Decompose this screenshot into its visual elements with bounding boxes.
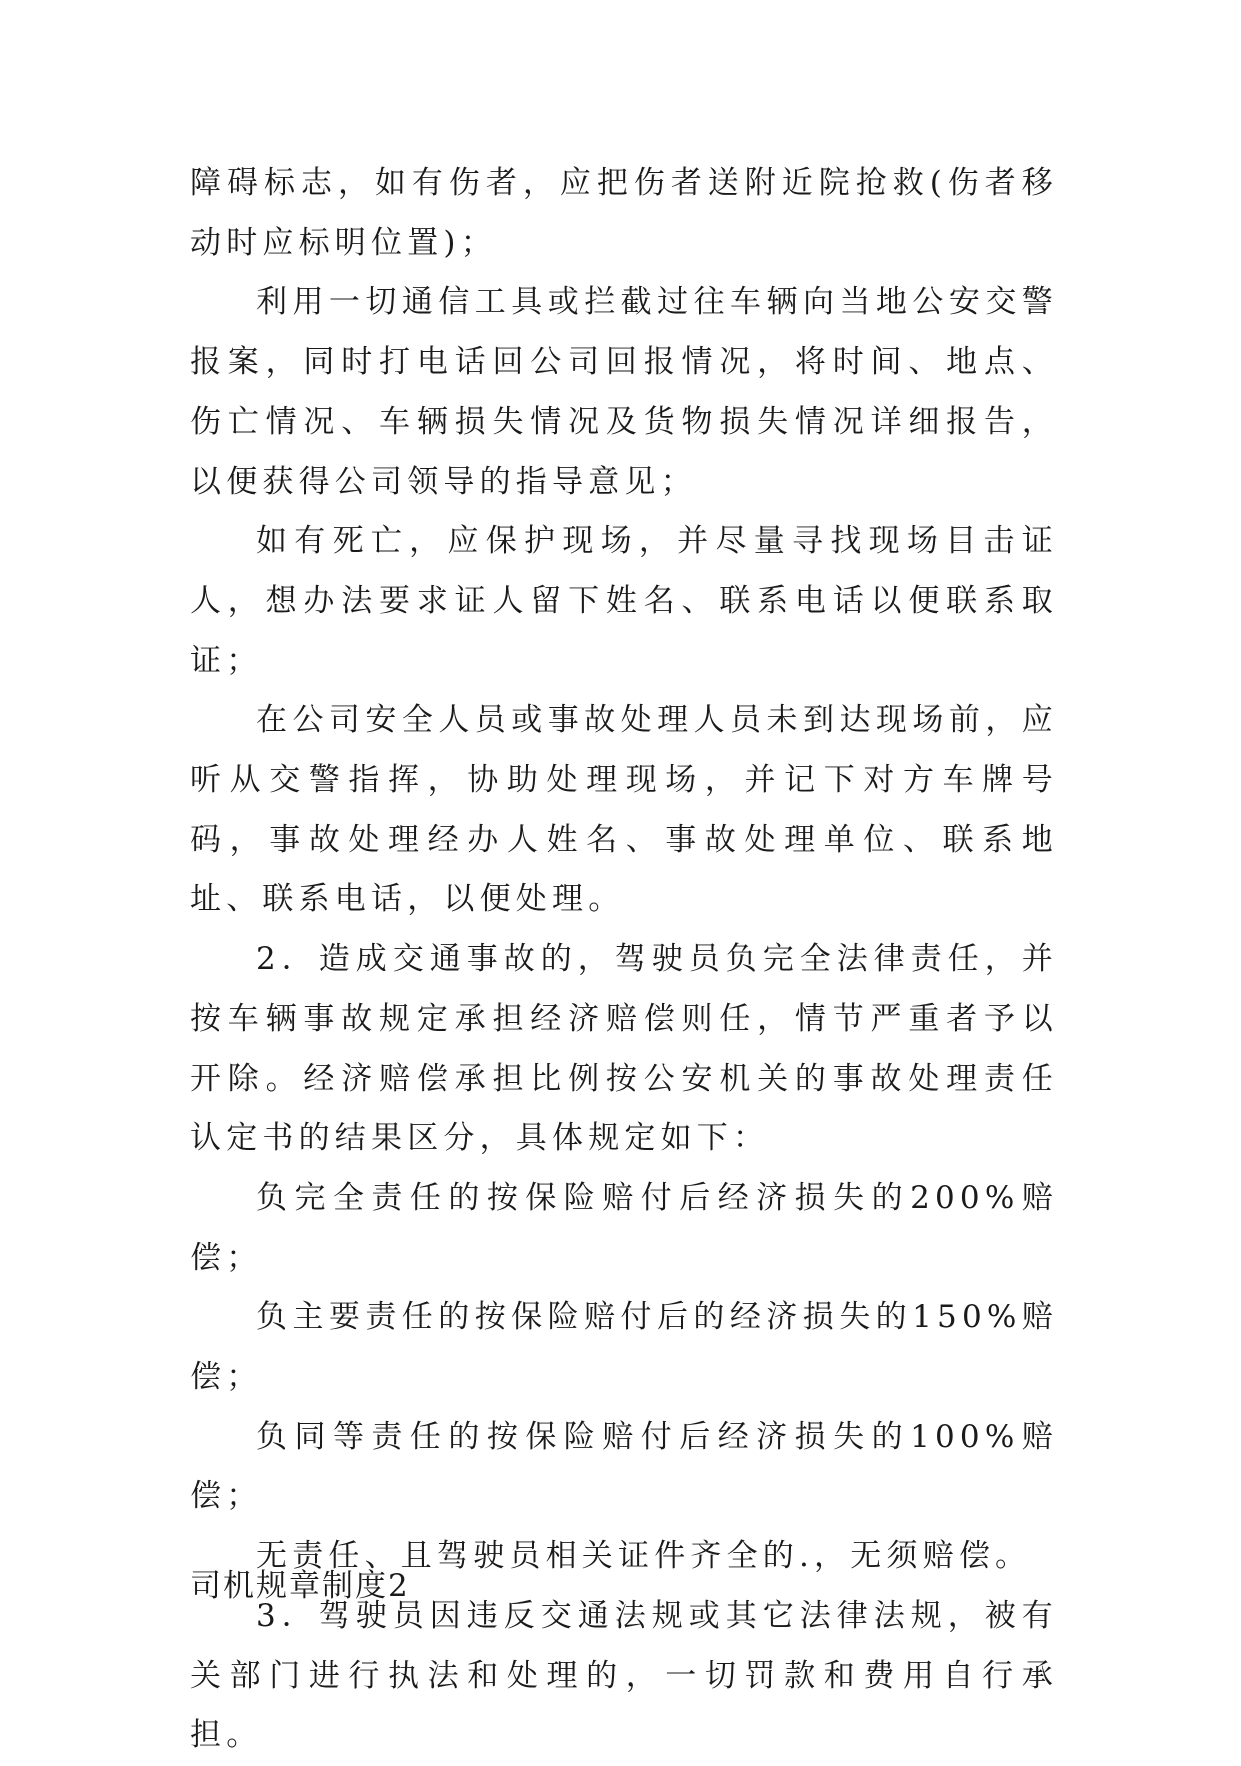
paragraph-equal-responsibility: 负同等责任的按保险赔付后经济损失的100%赔偿； xyxy=(190,1418,1058,1515)
paragraph-follow-police: 在公司安全人员或事故处理人员未到达现场前，应听从交警指挥，协助处理现场，并记下对方车牌号码，事故处理经办人姓名、事故处理单位、联系地址、联系电话，以便处理。 xyxy=(190,702,1058,918)
paragraph-main-responsibility: 负主要责任的按保险赔付后的经济损失的150%赔偿； xyxy=(190,1299,1058,1396)
paragraph-protect-scene: 如有死亡，应保护现场，并尽量寻找现场目击证人，想办法要求证人留下姓名、联系电话以便联系取证； xyxy=(190,523,1058,679)
paragraph-no-responsibility: 无责任、且驾驶员相关证件齐全的.，无须赔偿。 xyxy=(256,1538,1032,1575)
paragraph-rule-3: 3．驾驶员因违反交通法规或其它法律法规，被有关部门进行执法和处理的，一切罚款和费用自行承担。 xyxy=(190,1597,1058,1754)
paragraph-full-responsibility: 负完全责任的按保险赔付后经济损失的200%赔偿； xyxy=(190,1179,1058,1276)
paragraph-rule-2: 2．造成交通事故的，驾驶员负完全法律责任，并按车辆事故规定承担经济赔偿则任，情节严重者予以开除。经济赔偿承担比例按公安机关的事故处理责任认定书的结果区分，具体规定如下： xyxy=(190,941,1058,1157)
section-heading: 司机规章制度2 xyxy=(190,1568,410,1604)
paragraph-report-police: 利用一切通信工具或拦截过往车辆向当地公安交警报案，同时打电话回公司回报情况，将时间、地点、伤亡情况、车辆损失情况及货物损失情况详细报告，以便获得公司领导的指导意见； xyxy=(190,284,1058,500)
paragraph-obstacle-sign: 障碍标志，如有伤者，应把伤者送附近院抢救(伤者移动时应标明位置)； xyxy=(190,165,1058,261)
document-body xyxy=(190,154,1058,1766)
